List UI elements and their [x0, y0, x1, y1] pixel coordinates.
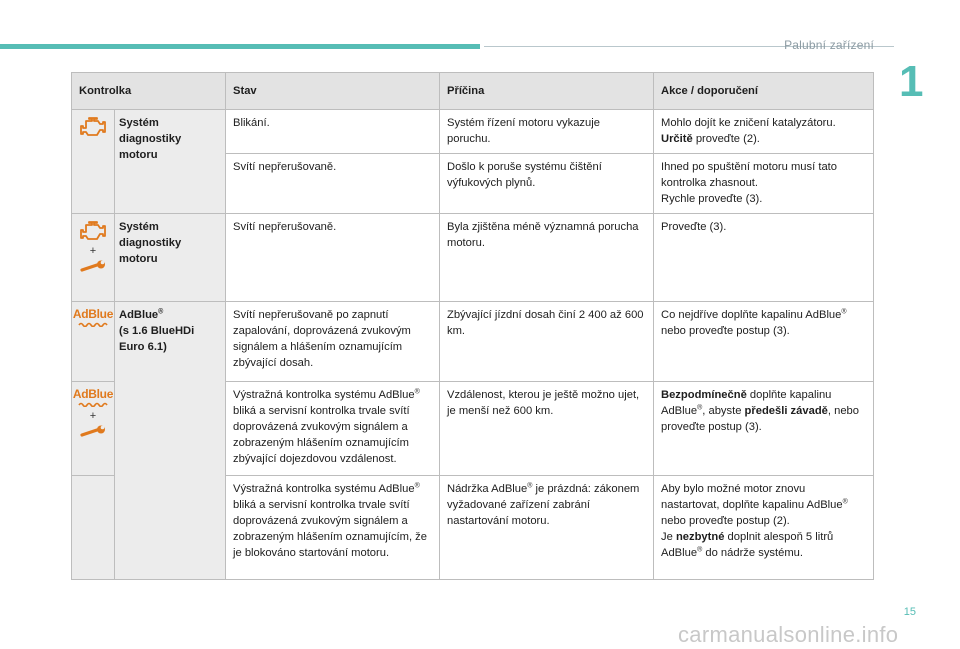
adblue-icon: AdBlue: [72, 387, 114, 401]
plus-sign: +: [89, 410, 97, 422]
chapter-number: 1: [899, 57, 924, 106]
cause-cell: Byla zjištěna méně významná porucha motoru.: [440, 214, 654, 302]
state-cell: Svítí nepřerušovaně po zapnutí zapalování, doprovázená zvukovým signálem a hlášením oznamujícím zbývající dosah.: [226, 302, 440, 382]
engine-icon: [78, 220, 108, 242]
action-cell: Mohlo dojít ke zničení katalyzátoru. Určitě proveďte (2).: [654, 110, 874, 154]
indicator-name: Systém diagnostiky motoru: [115, 110, 226, 214]
indicator-name: Systém diagnostiky motoru: [115, 214, 226, 302]
state-cell: Svítí nepřerušovaně.: [226, 214, 440, 302]
cause-cell: Zbývající jízdní dosah činí 2 400 až 600 km.: [440, 302, 654, 382]
cause-cell: Nádržka AdBlue® je prázdná: zákonem vyžadované zařízení zabrání nastartování motoru.: [440, 476, 654, 580]
cause-cell: Vzdálenost, kterou je ještě možno ujet, je menší než 600 km.: [440, 382, 654, 476]
state-cell: Výstražná kontrolka systému AdBlue® bliká a servisní kontrolka trvale svítí doprovázená zvukovým signálem a zobrazeným hlášením oznamujícím zbývající dojezdovou vzdálenost.: [226, 382, 440, 476]
warning-lights-table: [71, 72, 874, 580]
wrench-icon: [79, 260, 107, 274]
cause-cell: Systém řízení motoru vykazuje poruchu.: [440, 110, 654, 154]
engine-icon: [78, 116, 108, 138]
adblue-icon: AdBlue: [72, 307, 114, 321]
action-cell: Aby bylo možné motor znovu nastartovat, doplňte kapalinu AdBlue® nebo proveďte postup (2). Je nezbytné doplnit alespoň 5 litrů AdBlue® do nádrže systému.: [654, 476, 874, 580]
header-accent-bar: [0, 44, 480, 49]
state-cell: Blikání.: [226, 110, 440, 154]
adblue-wave-icon: [78, 401, 108, 407]
indicator-icon-cell: [72, 302, 115, 382]
header-action: Akce / doporučení: [654, 73, 874, 110]
action-cell: Ihned po spuštění motoru musí tato kontrolka zhasnout. Rychle proveďte (3).: [654, 154, 874, 214]
page-number: 15: [903, 606, 916, 618]
action-cell: Co nejdříve doplňte kapalinu AdBlue® nebo proveďte postup (3).: [654, 302, 874, 382]
wrench-icon: [79, 425, 107, 439]
indicator-icon-cell: [72, 214, 115, 302]
indicator-name: AdBlue® (s 1.6 BlueHDi Euro 6.1): [115, 302, 226, 580]
plus-sign: +: [89, 245, 97, 257]
watermark: carmanualsonline.info: [678, 622, 899, 647]
table-row: [72, 110, 874, 154]
table-row: [72, 302, 874, 382]
header-cause: Příčina: [440, 73, 654, 110]
cause-cell: Došlo k poruše systému čištění výfukových plynů.: [440, 154, 654, 214]
indicator-icon-cell: [72, 476, 115, 580]
action-cell: Proveďte (3).: [654, 214, 874, 302]
state-cell: Výstražná kontrolka systému AdBlue® bliká a servisní kontrolka trvale svítí doprovázená zvukovým signálem a zobrazeným hlášením oznamujícím, že je blokováno startování motoru.: [226, 476, 440, 580]
table-row: [72, 214, 874, 302]
adblue-wave-icon: [78, 321, 108, 327]
section-title: Palubní zařízení: [784, 38, 874, 52]
header-state: Stav: [226, 73, 440, 110]
table-header-row: [72, 73, 874, 110]
indicator-icon-cell: [72, 110, 115, 214]
action-cell: Bezpodmínečně doplňte kapalinu AdBlue®, abyste předešli závadě, nebo proveďte postup (3).: [654, 382, 874, 476]
header-indicator: Kontrolka: [72, 73, 226, 110]
indicator-icon-cell: [72, 382, 115, 476]
state-cell: Svítí nepřerušovaně.: [226, 154, 440, 214]
